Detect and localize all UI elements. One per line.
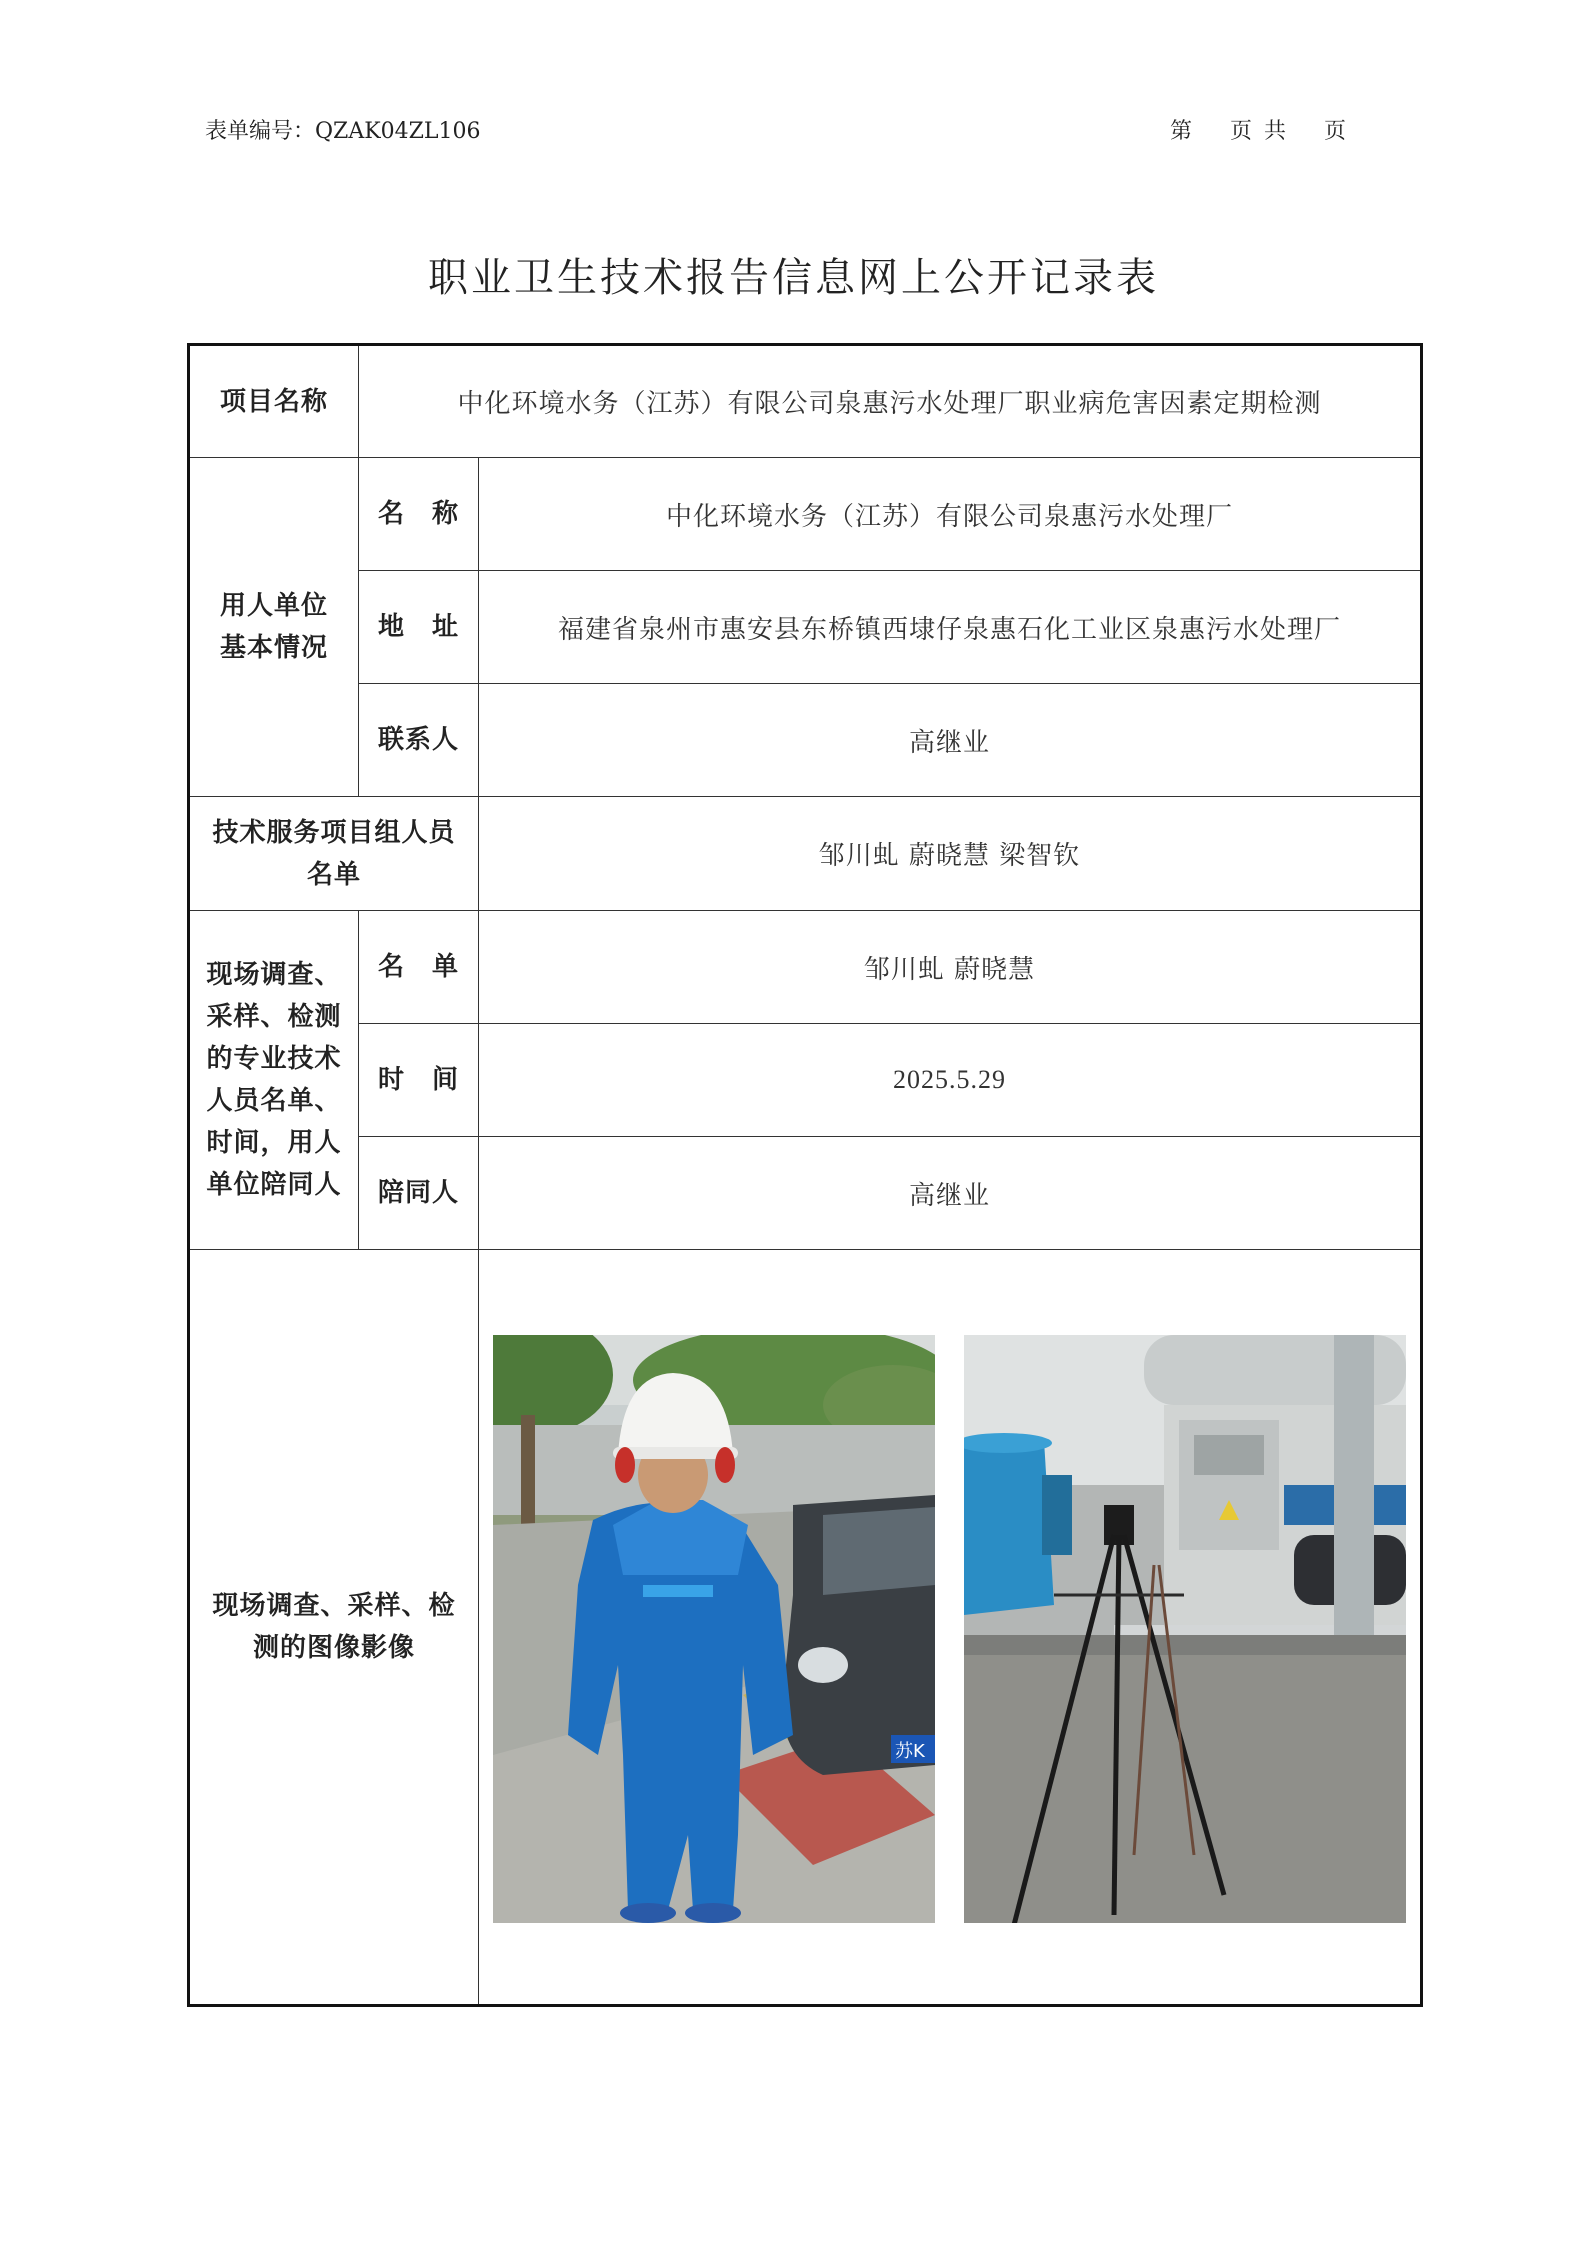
page-ye: 页 [1230,119,1253,144]
page-gong: 共 [1264,119,1287,144]
survey-label-line-3: 的专业技术 [206,1044,342,1074]
project-label: 项目名称 [189,345,359,458]
image-label-line-1: 现场调查、采样、检 [212,1591,456,1621]
escort-value: 高继业 [479,1137,1422,1250]
survey-label [189,911,359,1250]
image-label [189,1250,479,2006]
image-label-line-2: 测的图像影像 [252,1633,415,1663]
employer-label-line-1: 用人单位 [219,591,328,621]
worker-photo-svg [493,1335,935,1923]
page-di: 第 [1170,119,1193,144]
time-label: 时 间 [359,1024,479,1137]
worker-with-noise-meter-photo [493,1335,935,1923]
escort-label: 陪同人 [359,1137,479,1250]
survey-label-line-6: 单位陪同人 [206,1170,342,1200]
name-value: 中化环境水务（江苏）有限公司泉惠污水处理厂 [479,458,1422,571]
plate-text: 苏K [895,1741,925,1762]
list-value: 邹川虬 蔚晓慧 [479,911,1422,1024]
employer-label [189,458,359,797]
address-label: 地 址 [359,571,479,684]
tripod-sampling-equipment-photo [964,1335,1406,1923]
survey-label-line-2: 采样、检测 [206,1002,342,1032]
form-number: 表单编号：QZAK04ZL106 [205,119,481,144]
survey-label-line-1: 现场调查、 [206,960,342,990]
survey-label-line-5: 时间，用人 [206,1128,342,1158]
image-cell [479,1250,1422,2006]
record-table [187,343,1423,2007]
page-indicator [1170,114,1346,145]
team-label [189,797,479,911]
team-value: 邹川虬 蔚晓慧 梁智钦 [479,797,1422,911]
survey-label-line-4: 人员名单、 [206,1086,342,1116]
contact-value: 高继业 [479,684,1422,797]
contact-label: 联系人 [359,684,479,797]
team-label-line-2: 名单 [306,859,361,890]
team-label-line-1: 技术服务项目组人员 [212,817,456,848]
employer-label-line-2: 基本情况 [219,633,328,663]
address-value: 福建省泉州市惠安县东桥镇西埭仔泉惠石化工业区泉惠污水处理厂 [479,571,1422,684]
time-value: 2025.5.29 [479,1024,1422,1137]
list-label: 名 单 [359,911,479,1024]
photo-area [479,1250,1420,2004]
tripod-photo-svg [964,1335,1406,1923]
name-label: 名 称 [359,458,479,571]
page-title: 职业卫生技术报告信息网上公开记录表 [428,255,1159,301]
page-ye2: 页 [1324,119,1347,144]
project-value: 中化环境水务（江苏）有限公司泉惠污水处理厂职业病危害因素定期检测 [359,345,1422,458]
